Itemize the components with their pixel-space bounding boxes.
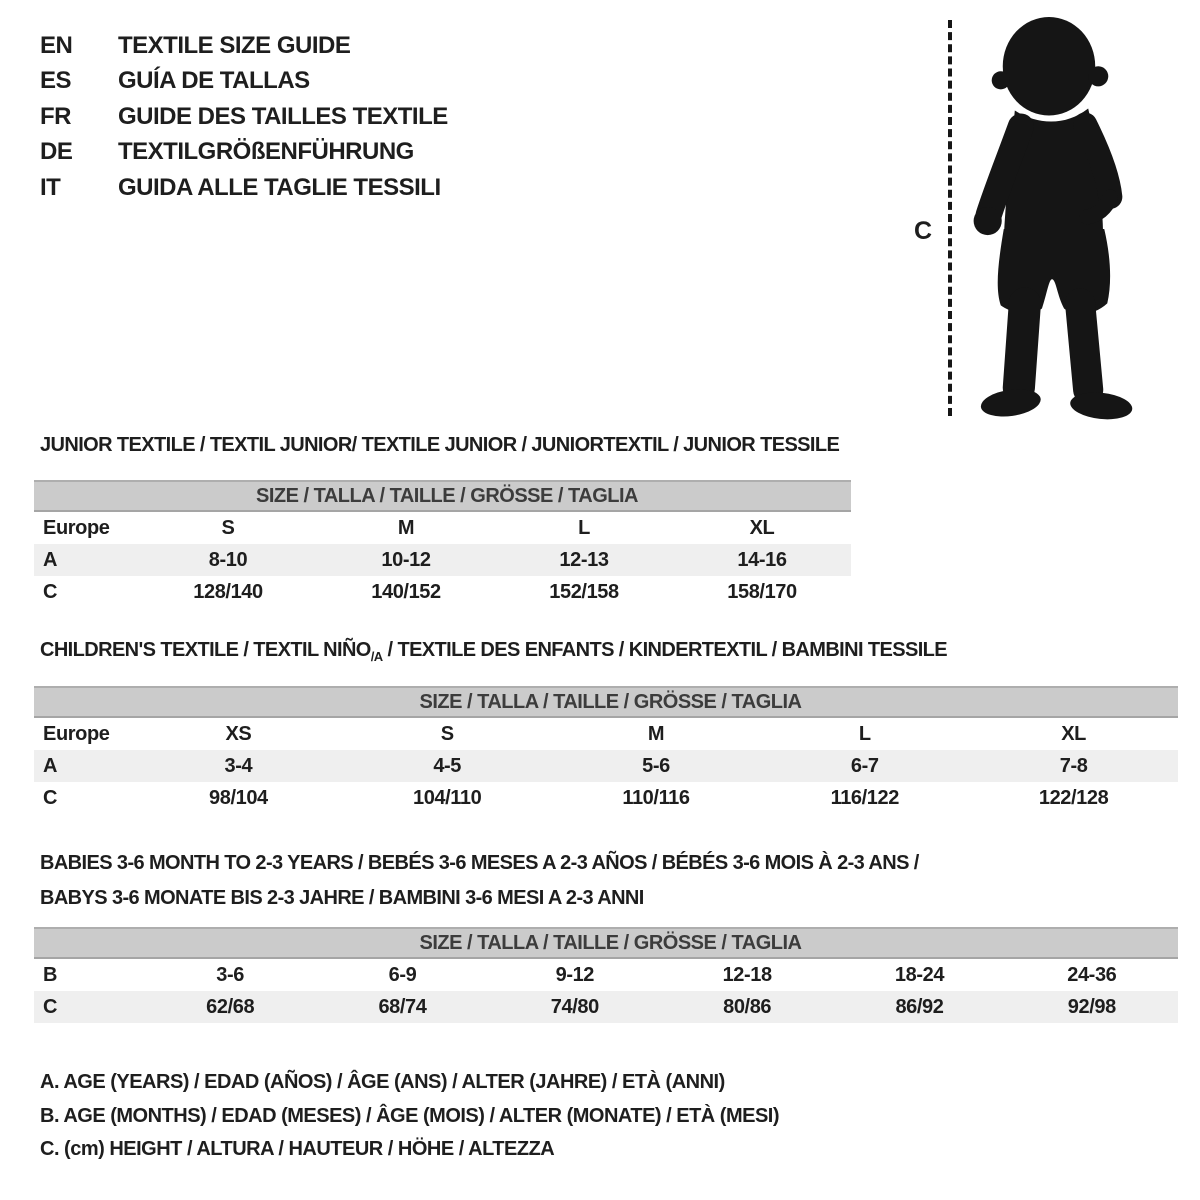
table-row <box>34 718 1178 750</box>
section-title-children <box>40 639 947 664</box>
size-cell: 5-6 <box>552 750 761 782</box>
table-row <box>34 959 1178 991</box>
size-cell: S <box>221 516 235 539</box>
size-cell: 12-18 <box>722 963 772 986</box>
size-cell: 24-36 <box>1067 963 1117 986</box>
toddler-silhouette-icon <box>960 14 1144 422</box>
language-title: TEXTILGRÖßENFÜHRUNG <box>118 138 414 166</box>
size-cell: 7-8 <box>969 750 1178 782</box>
size-cell: XS <box>225 722 252 745</box>
size-cell: 3-6 <box>216 963 245 986</box>
row-label-cell: C <box>34 991 144 1023</box>
size-cell: 6-7 <box>760 750 969 782</box>
table-row <box>34 750 1178 782</box>
size-cell: XL <box>749 516 775 539</box>
row-label-cell: Europe <box>43 516 110 539</box>
size-cell: S <box>440 722 454 745</box>
table-row <box>34 927 1178 959</box>
size-cell: 9-12 <box>555 963 595 986</box>
language-row-de <box>40 135 448 171</box>
language-row-es <box>40 64 448 100</box>
language-row-it <box>40 170 448 206</box>
language-code: EN <box>40 31 73 59</box>
footnote-c: C. (cm) HEIGHT / ALTURA / HAUTEUR / HÖHE / ALTEZZA <box>40 1138 555 1161</box>
size-cell: 4-5 <box>343 750 552 782</box>
section-title-children-post: / TEXTILE DES ENFANTS / KINDERTEXTIL / BAMBINI TESSILE <box>382 639 948 661</box>
size-cell: L <box>858 722 871 745</box>
size-cell: 62/68 <box>144 991 316 1023</box>
height-measure-label: C <box>914 217 933 245</box>
size-cell: M <box>397 516 415 539</box>
language-row-fr <box>40 99 448 135</box>
row-label-cell: A <box>34 544 139 576</box>
size-table-children <box>34 686 1178 814</box>
height-dashed-line <box>948 20 952 416</box>
size-cell: 158/170 <box>727 580 797 603</box>
size-cell: 8-10 <box>139 544 317 576</box>
size-cell: 140/152 <box>371 580 441 603</box>
row-label-cell: A <box>34 750 134 782</box>
size-header-bar: SIZE / TALLA / TAILLE / GRÖSSE / TAGLIA <box>34 686 1178 718</box>
size-cell: 80/86 <box>661 991 833 1023</box>
section-title-babies <box>40 846 919 916</box>
size-cell: 18-24 <box>894 963 945 986</box>
size-cell: M <box>647 722 665 745</box>
size-cell: 68/74 <box>316 991 488 1023</box>
language-code: FR <box>40 102 71 130</box>
section-title-children-sub: /A <box>370 649 383 664</box>
size-header-bar: SIZE / TALLA / TAILLE / GRÖSSE / TAGLIA <box>34 927 1178 959</box>
language-code: ES <box>40 67 72 95</box>
size-cell: 3-4 <box>134 750 343 782</box>
size-cell: 92/98 <box>1006 991 1178 1023</box>
language-row-en <box>40 28 448 64</box>
table-row <box>34 480 851 512</box>
size-cell: L <box>578 516 590 539</box>
row-label-cell: B <box>43 963 58 986</box>
row-label-cell: C <box>43 786 58 809</box>
size-cell: 128/140 <box>193 580 263 603</box>
size-cell: 86/92 <box>833 991 1005 1023</box>
table-row <box>34 512 851 544</box>
footnotes <box>40 1066 779 1167</box>
size-cell: 122/128 <box>1038 786 1109 809</box>
size-cell: XL <box>1061 722 1086 745</box>
table-row <box>34 782 1178 814</box>
language-code: DE <box>40 138 73 166</box>
table-row <box>34 991 1178 1023</box>
size-cell: 74/80 <box>489 991 661 1023</box>
table-row <box>34 686 1178 718</box>
language-code: IT <box>40 173 61 201</box>
section-title-children-pre: CHILDREN'S TEXTILE / TEXTIL NIÑO <box>40 639 371 661</box>
section-title-babies-line1: BABIES 3-6 MONTH TO 2-3 YEARS / BEBÉS 3-6 MESES A 2-3 AÑOS / BÉBÉS 3-6 MOIS À 2-3 ANS / <box>40 852 919 874</box>
size-header-bar: SIZE / TALLA / TAILLE / GRÖSSE / TAGLIA <box>34 480 851 512</box>
section-title-junior: JUNIOR TEXTILE / TEXTIL JUNIOR/ TEXTILE JUNIOR / JUNIORTEXTIL / JUNIOR TESSILE <box>40 434 840 456</box>
size-cell: 110/116 <box>622 786 690 809</box>
size-cell: 98/104 <box>209 786 268 809</box>
size-cell: 152/158 <box>549 580 619 603</box>
row-label-cell: C <box>43 580 58 603</box>
footnote-a: A. AGE (YEARS) / EDAD (AÑOS) / ÂGE (ANS) / ALTER (JAHRE) / ETÀ (ANNI) <box>40 1071 725 1094</box>
row-label-cell: Europe <box>43 722 110 745</box>
footnote-b: B. AGE (MONTHS) / EDAD (MESES) / ÂGE (MOIS) / ALTER (MONATE) / ETÀ (MESI) <box>40 1104 780 1127</box>
language-title-block <box>40 28 448 206</box>
size-cell: 14-16 <box>673 544 851 576</box>
language-title: GUÍA DE TALLAS <box>118 67 310 95</box>
section-title-babies-line2: BABYS 3-6 MONATE BIS 2-3 JAHRE / BAMBINI 3-6 MESI A 2-3 ANNI <box>40 887 644 909</box>
language-title: GUIDE DES TAILLES TEXTILE <box>118 102 448 130</box>
table-row <box>34 544 851 576</box>
language-title: TEXTILE SIZE GUIDE <box>118 31 351 59</box>
size-cell: 12-13 <box>495 544 673 576</box>
size-table-babies <box>34 927 1178 1023</box>
size-table-junior <box>34 480 851 608</box>
table-row <box>34 576 851 608</box>
size-cell: 6-9 <box>388 963 417 986</box>
size-cell: 10-12 <box>317 544 495 576</box>
language-title: GUIDA ALLE TAGLIE TESSILI <box>118 173 441 201</box>
size-cell: 116/122 <box>830 786 899 809</box>
size-cell: 104/110 <box>412 786 482 809</box>
